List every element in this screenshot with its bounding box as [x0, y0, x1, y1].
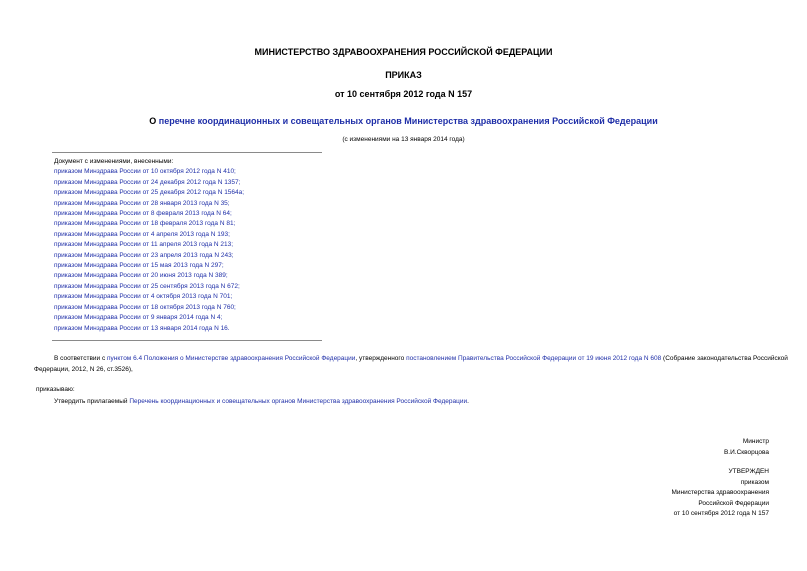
amendment-link[interactable]: приказом Минздрава России от 9 января 2014 года N 4; — [54, 314, 223, 322]
document-title — [0, 116, 807, 126]
divider-bottom — [52, 340, 322, 341]
amendment-link[interactable]: приказом Минздрава России от 8 февраля 2013 года N 64; — [54, 210, 232, 218]
changes-heading: Документ с изменениями, внесенными: — [54, 158, 174, 165]
amendment-link[interactable]: приказом Минздрава России от 25 сентября 2013 года N 672; — [54, 282, 240, 290]
amendment-link[interactable]: приказом Минздрава России от 18 февраля 2013 года N 81; — [54, 220, 236, 228]
basis-paragraph — [34, 353, 796, 375]
amendment-link[interactable]: приказом Минздрава России от 25 декабря 2012 года N 1564а; — [54, 189, 245, 197]
approval-line-5: от 10 сентября 2012 года N 157 — [673, 510, 769, 518]
date-number-heading: от 10 сентября 2012 года N 157 — [334, 89, 473, 99]
bodies-list-link[interactable]: Перечень координационных и совещательных органов Министерства здравоохранения Российской Федерации — [129, 398, 468, 405]
regulation-point-link[interactable]: пунктом 6.4 Положения о Министерстве здравоохранения Российской Федерации — [107, 355, 356, 362]
amendment-link[interactable]: приказом Минздрава России от 23 апреля 2013 года N 243; — [54, 251, 234, 259]
changes-list — [54, 157, 244, 334]
amendment-link[interactable]: приказом Минздрава России от 11 апреля 2013 года N 213; — [54, 241, 234, 249]
amendment-link[interactable]: приказом Минздрава России от 13 января 2014 года N 16. — [54, 324, 230, 332]
approval-block — [672, 467, 770, 520]
changes-link-list — [54, 167, 244, 334]
amendment-link[interactable]: приказом Минздрава России от 20 июня 2013 года N 389; — [54, 272, 228, 280]
amendment-link[interactable]: приказом Минздрава России от 4 апреля 2013 года N 193; — [54, 230, 230, 238]
title-link[interactable]: перечне координационных и совещательных органов Министерства здравоохранения Российской Федерации — [158, 116, 658, 126]
amendment-link[interactable]: приказом Минздрава России от 24 декабря 2012 года N 1357; — [54, 178, 241, 186]
order-word: приказываю: — [36, 386, 75, 393]
approval-line-1: УТВЕРЖДЕН — [728, 468, 769, 475]
basis-text-3: (Собрание законодательства Российской Федерации, 2012, N 26, ст.3526), — [34, 355, 788, 373]
amendment-link[interactable]: приказом Минздрава России от 10 октября 2012 года N 410; — [54, 168, 236, 176]
edition-note: (с изменениями на 13 января 2014 года) — [342, 136, 465, 143]
approve-text-2: . — [467, 398, 469, 405]
approve-text-1: Утвердить прилагаемый — [54, 398, 130, 405]
basis-text-2: , утвержденного — [355, 355, 407, 362]
amendment-link[interactable]: приказом Минздрава России от 4 октября 2013 года N 701; — [54, 293, 233, 301]
approval-line-4: Российской Федерации — [698, 499, 769, 507]
approve-paragraph — [54, 396, 469, 407]
signature-position: Министр — [742, 438, 769, 445]
amendment-link[interactable]: приказом Минздрава России от 15 мая 2013 года N 297; — [54, 262, 224, 270]
basis-text-1: В соответствии с — [54, 355, 108, 362]
approval-line-2: приказом — [740, 478, 769, 486]
divider-top — [52, 152, 322, 153]
government-decree-link[interactable]: постановлением Правительства Российской Федерации от 19 июня 2012 года N 608 — [406, 355, 662, 362]
amendment-link[interactable]: приказом Минздрава России от 28 января 2013 года N 35; — [54, 199, 230, 207]
signature-name: В.И.Скворцова — [723, 448, 769, 456]
approval-line-3: Министерства здравоохранения — [671, 489, 769, 497]
title-prefix: О — [149, 116, 159, 126]
doc-type-heading: ПРИКАЗ — [385, 70, 422, 80]
ministry-heading: МИНИСТЕРСТВО ЗДРАВООХРАНЕНИЯ РОССИЙСКОЙ ФЕДЕРАЦИИ — [254, 47, 553, 57]
signature-block — [724, 437, 769, 458]
amendment-link[interactable]: приказом Минздрава России от 18 октября 2013 года N 760; — [54, 303, 236, 311]
